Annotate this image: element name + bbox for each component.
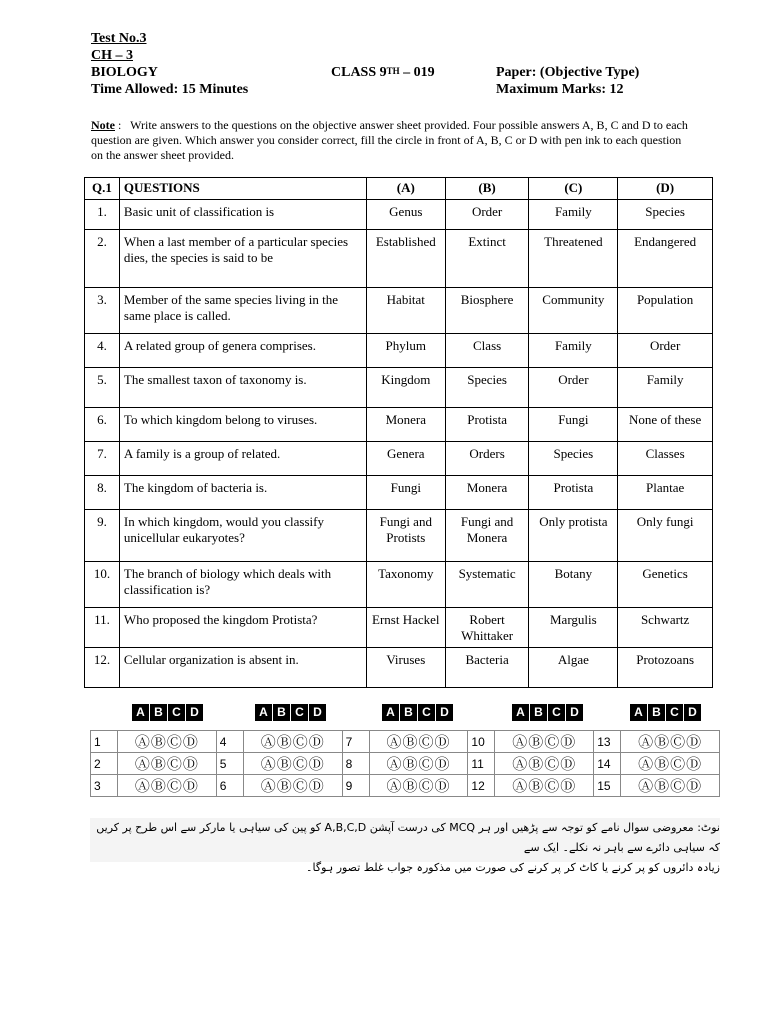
question-text: In which kingdom, would you classify unicellular eukaryotes? bbox=[119, 510, 366, 562]
option-b: Fungi and Monera bbox=[445, 510, 529, 562]
option-c: Order bbox=[529, 368, 618, 408]
option-a: Phylum bbox=[366, 334, 445, 368]
key-letter: C bbox=[666, 704, 683, 721]
option-b: Class bbox=[445, 334, 529, 368]
option-d: Genetics bbox=[618, 562, 713, 608]
question-number: 9. bbox=[85, 510, 120, 562]
key-group bbox=[382, 704, 453, 721]
question-number: 7. bbox=[85, 442, 120, 476]
option-b: Extinct bbox=[445, 230, 529, 288]
key-group bbox=[255, 704, 326, 721]
key-letter: B bbox=[150, 704, 167, 721]
answer-bubbles[interactable]: ⒶⒷⒸⒹ bbox=[243, 753, 342, 775]
answer-number: 1 bbox=[91, 731, 118, 753]
option-a: Ernst Hackel bbox=[366, 608, 445, 648]
class-prefix: CLASS 9 bbox=[331, 65, 387, 80]
option-c: Family bbox=[529, 334, 618, 368]
option-c: Algae bbox=[529, 648, 618, 688]
option-c: Family bbox=[529, 200, 618, 230]
header-row-2 bbox=[91, 81, 691, 98]
option-b: Monera bbox=[445, 476, 529, 510]
question-number: 5. bbox=[85, 368, 120, 408]
answer-bubbles[interactable]: ⒶⒷⒸⒹ bbox=[369, 775, 468, 797]
key-letter: B bbox=[530, 704, 547, 721]
answer-key-headers bbox=[90, 704, 720, 724]
option-d: Classes bbox=[618, 442, 713, 476]
instructions-note bbox=[91, 118, 691, 163]
answer-bubbles[interactable]: ⒶⒷⒸⒹ bbox=[621, 775, 720, 797]
key-letter: A bbox=[512, 704, 529, 721]
option-a: Established bbox=[366, 230, 445, 288]
option-d: Protozoans bbox=[618, 648, 713, 688]
question-text: The branch of biology which deals with classification is? bbox=[119, 562, 366, 608]
question-row bbox=[85, 368, 713, 408]
answer-number: 4 bbox=[216, 731, 243, 753]
option-c: Threatened bbox=[529, 230, 618, 288]
option-b: Species bbox=[445, 368, 529, 408]
question-text: The smallest taxon of taxonomy is. bbox=[119, 368, 366, 408]
note-label: Note bbox=[91, 118, 115, 132]
answer-row bbox=[91, 753, 720, 775]
urdu-note bbox=[90, 818, 720, 874]
option-c: Margulis bbox=[529, 608, 618, 648]
answer-bubbles[interactable]: ⒶⒷⒸⒹ bbox=[118, 753, 217, 775]
answer-number: 14 bbox=[594, 753, 621, 775]
time-allowed: Time Allowed: 15 Minutes bbox=[91, 82, 249, 97]
note-text: Write answers to the questions on the objective answer sheet provided. Four possible answers A, B, C and D to each question are given. Which answer you consider correct, fill the circle in front of A, B, C or D with pen ink to each question on the answer sheet provided. bbox=[91, 118, 688, 162]
answer-number: 12 bbox=[468, 775, 495, 797]
key-letter: D bbox=[684, 704, 701, 721]
answer-bubbles[interactable]: ⒶⒷⒸⒹ bbox=[118, 775, 217, 797]
question-number: 12. bbox=[85, 648, 120, 688]
option-b: Protista bbox=[445, 408, 529, 442]
class-sup: TH bbox=[386, 66, 400, 76]
urdu-line-2: زیادہ دائروں کو پر کرنے یا کاٹ کر پر کرنے کی صورت میں مذکورہ جواب غلط تصور ہوگا۔ bbox=[306, 861, 720, 874]
class-suffix: – 019 bbox=[399, 65, 435, 80]
key-letter: A bbox=[255, 704, 272, 721]
answer-sheet bbox=[90, 704, 720, 795]
option-d: Order bbox=[618, 334, 713, 368]
option-c: Species bbox=[529, 442, 618, 476]
max-marks: Maximum Marks: 12 bbox=[496, 82, 624, 97]
option-a: Genera bbox=[366, 442, 445, 476]
answer-number: 11 bbox=[468, 753, 495, 775]
option-a: Genus bbox=[366, 200, 445, 230]
option-c: Fungi bbox=[529, 408, 618, 442]
option-a: Kingdom bbox=[366, 368, 445, 408]
question-text: Basic unit of classification is bbox=[119, 200, 366, 230]
table-header-row bbox=[85, 178, 713, 200]
key-letter: A bbox=[382, 704, 399, 721]
paper-type: Paper: (Objective Type) bbox=[496, 65, 640, 80]
key-letter: C bbox=[548, 704, 565, 721]
option-b: Orders bbox=[445, 442, 529, 476]
question-text: Member of the same species living in the same place is called. bbox=[119, 288, 366, 334]
key-letter: D bbox=[309, 704, 326, 721]
question-text: The kingdom of bacteria is. bbox=[119, 476, 366, 510]
question-row bbox=[85, 648, 713, 688]
option-a: Fungi and Protists bbox=[366, 510, 445, 562]
question-text: Who proposed the kingdom Protista? bbox=[119, 608, 366, 648]
option-a: Taxonomy bbox=[366, 562, 445, 608]
question-row bbox=[85, 200, 713, 230]
answer-bubbles[interactable]: ⒶⒷⒸⒹ bbox=[495, 731, 594, 753]
option-c: Community bbox=[529, 288, 618, 334]
col-header-c: (C) bbox=[529, 178, 618, 200]
answer-bubbles[interactable]: ⒶⒷⒸⒹ bbox=[621, 731, 720, 753]
option-d: Schwartz bbox=[618, 608, 713, 648]
key-letter: D bbox=[436, 704, 453, 721]
question-text: Cellular organization is absent in. bbox=[119, 648, 366, 688]
chapter: CH – 3 bbox=[91, 48, 133, 63]
subject: BIOLOGY bbox=[91, 65, 158, 80]
key-letter: B bbox=[273, 704, 290, 721]
option-b: Robert Whittaker bbox=[445, 608, 529, 648]
question-row bbox=[85, 562, 713, 608]
col-header-questions: QUESTIONS bbox=[119, 178, 366, 200]
answer-grid bbox=[90, 730, 720, 797]
option-a: Fungi bbox=[366, 476, 445, 510]
class-label bbox=[331, 64, 496, 81]
option-b: Systematic bbox=[445, 562, 529, 608]
key-letter: A bbox=[132, 704, 149, 721]
question-row bbox=[85, 230, 713, 288]
key-letter: C bbox=[291, 704, 308, 721]
answer-number: 13 bbox=[594, 731, 621, 753]
question-row bbox=[85, 408, 713, 442]
option-d: Species bbox=[618, 200, 713, 230]
question-number: 10. bbox=[85, 562, 120, 608]
question-number: 8. bbox=[85, 476, 120, 510]
option-d: Endangered bbox=[618, 230, 713, 288]
option-d: Only fungi bbox=[618, 510, 713, 562]
key-letter: A bbox=[630, 704, 647, 721]
header-row-1 bbox=[91, 64, 691, 81]
answer-bubbles[interactable]: ⒶⒷⒸⒹ bbox=[369, 753, 468, 775]
key-letter: C bbox=[418, 704, 435, 721]
key-group bbox=[630, 704, 701, 721]
col-header-qno: Q.1 bbox=[85, 178, 120, 200]
question-number: 4. bbox=[85, 334, 120, 368]
answer-bubbles[interactable]: ⒶⒷⒸⒹ bbox=[118, 731, 217, 753]
col-header-a: (A) bbox=[366, 178, 445, 200]
answer-bubbles[interactable]: ⒶⒷⒸⒹ bbox=[243, 731, 342, 753]
question-text: To which kingdom belong to viruses. bbox=[119, 408, 366, 442]
question-row bbox=[85, 476, 713, 510]
questions-table bbox=[84, 177, 713, 688]
answer-number: 5 bbox=[216, 753, 243, 775]
question-number: 6. bbox=[85, 408, 120, 442]
answer-number: 9 bbox=[342, 775, 369, 797]
option-d: Family bbox=[618, 368, 713, 408]
key-letter: B bbox=[400, 704, 417, 721]
option-d: Plantae bbox=[618, 476, 713, 510]
answer-bubbles[interactable]: ⒶⒷⒸⒹ bbox=[621, 753, 720, 775]
question-text: A family is a group of related. bbox=[119, 442, 366, 476]
key-letter: C bbox=[168, 704, 185, 721]
option-a: Viruses bbox=[366, 648, 445, 688]
question-text: A related group of genera comprises. bbox=[119, 334, 366, 368]
option-b: Order bbox=[445, 200, 529, 230]
question-row bbox=[85, 510, 713, 562]
answer-bubbles[interactable]: ⒶⒷⒸⒹ bbox=[243, 775, 342, 797]
header bbox=[91, 30, 691, 98]
option-b: Bacteria bbox=[445, 648, 529, 688]
answer-bubbles[interactable]: ⒶⒷⒸⒹ bbox=[369, 731, 468, 753]
col-header-d: (D) bbox=[618, 178, 713, 200]
question-number: 11. bbox=[85, 608, 120, 648]
option-a: Habitat bbox=[366, 288, 445, 334]
answer-number: 7 bbox=[342, 731, 369, 753]
answer-row bbox=[91, 775, 720, 797]
question-row bbox=[85, 288, 713, 334]
question-text: When a last member of a particular species dies, the species is said to be bbox=[119, 230, 366, 288]
option-c: Only protista bbox=[529, 510, 618, 562]
answer-bubbles[interactable]: ⒶⒷⒸⒹ bbox=[495, 775, 594, 797]
answer-number: 10 bbox=[468, 731, 495, 753]
col-header-b: (B) bbox=[445, 178, 529, 200]
question-number: 3. bbox=[85, 288, 120, 334]
key-group bbox=[132, 704, 203, 721]
question-number: 1. bbox=[85, 200, 120, 230]
question-number: 2. bbox=[85, 230, 120, 288]
answer-row bbox=[91, 731, 720, 753]
urdu-line-1: نوٹ: معروضی سوال نامے کو توجہ سے پڑھیں اور ہر MCQ کی درست آپشن A,B,C,D کو پین کی سیاہی یا مارکر سے اس طرح پر کریں کہ سیاہی دائرے سے باہر نہ نکلے۔ ایک سے bbox=[96, 821, 720, 854]
question-row bbox=[85, 608, 713, 648]
answer-bubbles[interactable]: ⒶⒷⒸⒹ bbox=[495, 753, 594, 775]
key-letter: D bbox=[186, 704, 203, 721]
option-c: Botany bbox=[529, 562, 618, 608]
question-row bbox=[85, 442, 713, 476]
question-row bbox=[85, 334, 713, 368]
option-d: None of these bbox=[618, 408, 713, 442]
test-number: Test No.3 bbox=[91, 31, 147, 46]
key-letter: D bbox=[566, 704, 583, 721]
answer-number: 2 bbox=[91, 753, 118, 775]
option-c: Protista bbox=[529, 476, 618, 510]
key-letter: B bbox=[648, 704, 665, 721]
answer-number: 3 bbox=[91, 775, 118, 797]
key-group bbox=[512, 704, 583, 721]
option-a: Monera bbox=[366, 408, 445, 442]
answer-number: 15 bbox=[594, 775, 621, 797]
answer-number: 6 bbox=[216, 775, 243, 797]
answer-number: 8 bbox=[342, 753, 369, 775]
option-d: Population bbox=[618, 288, 713, 334]
note-colon: : bbox=[115, 118, 122, 132]
option-b: Biosphere bbox=[445, 288, 529, 334]
